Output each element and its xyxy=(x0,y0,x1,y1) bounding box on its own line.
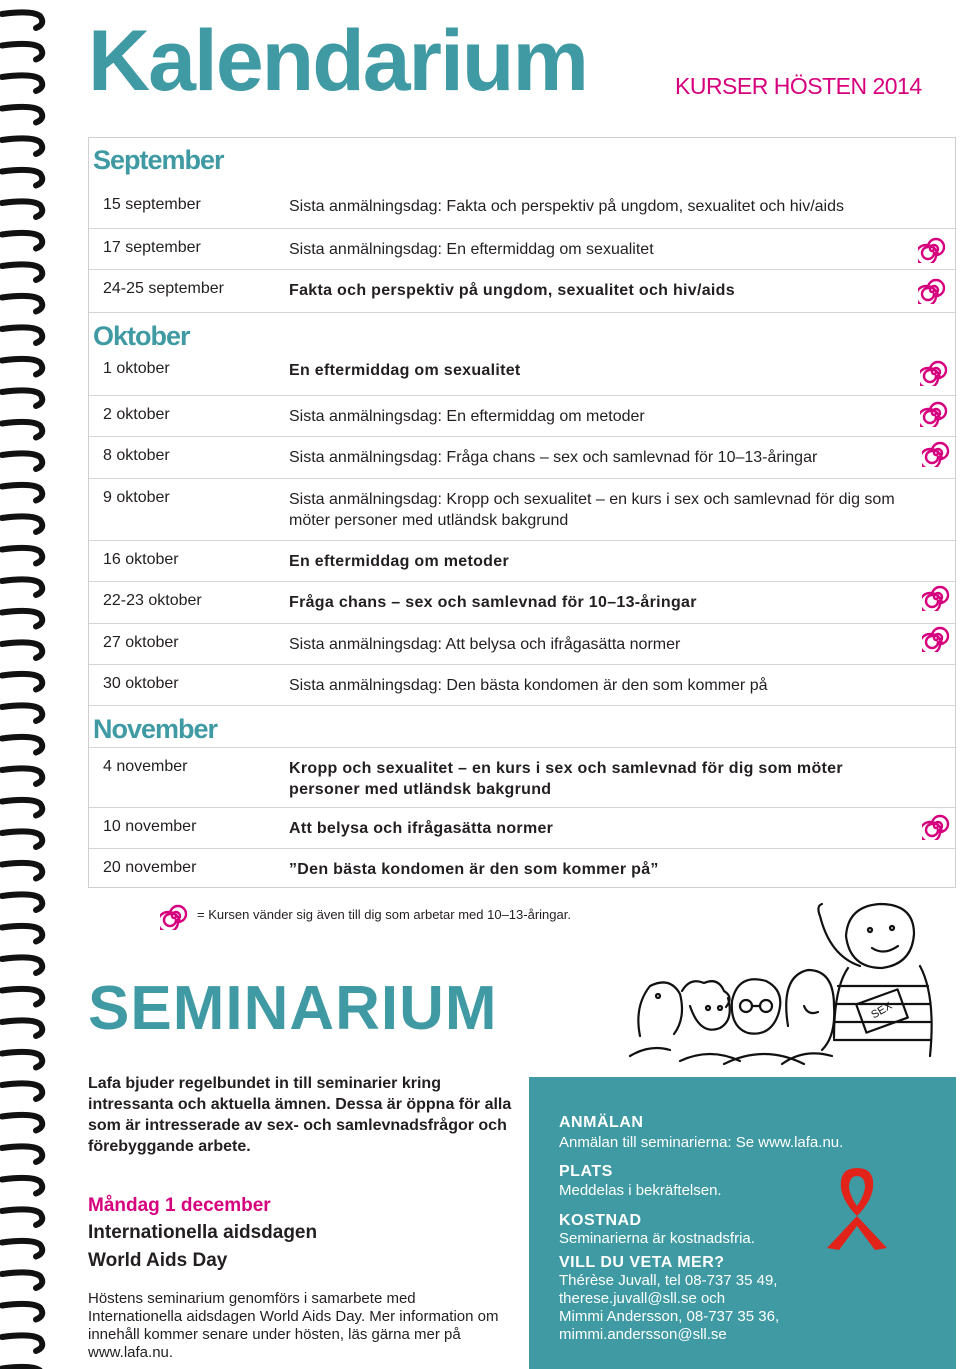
row-text: Sista anmälningsdag: Fakta och perspektiv på ungdom, sexualitet och hiv/aids xyxy=(289,198,844,215)
contact-email-1: therese.juvall@sll.se och xyxy=(559,1290,726,1307)
panel-text-anmalan: Anmälan till seminarierna: Se www.lafa.nu. xyxy=(559,1134,844,1151)
binding-ring xyxy=(2,107,42,123)
binding-ring xyxy=(2,894,42,910)
table-row xyxy=(89,478,955,541)
swirl-icon xyxy=(922,439,950,467)
book-label: SEX xyxy=(869,999,895,1022)
legend-text: = Kursen vänder sig även till dig som arbetar med 10–13-åringar. xyxy=(197,907,571,922)
swirl-icon xyxy=(920,358,948,386)
swirl-icon xyxy=(160,902,188,930)
binding-ring xyxy=(2,1178,42,1194)
panel-heading-kostnad: KOSTNAD xyxy=(559,1212,642,1229)
binding-ring xyxy=(2,12,42,28)
row-text: Sista anmälningsdag: Den bästa kondomen är den som kommer på xyxy=(289,677,768,694)
binding-ring xyxy=(2,1272,42,1288)
info-panel xyxy=(529,1077,956,1369)
row-text: Sista anmälningsdag: Fråga chans – sex och samlevnad för 10–13-åringar xyxy=(289,449,818,466)
table-row-month-header xyxy=(89,312,955,353)
panel-heading-plats: PLATS xyxy=(559,1163,613,1180)
contact-line-1: Thérèse Juvall, tel 08-737 35 49, xyxy=(559,1272,778,1289)
row-text: Sista anmälningsdag: Kropp och sexualitet – en kurs i sex och samlevnad för dig som möter personer med utländsk bakgrund xyxy=(289,491,895,529)
binding-ring xyxy=(2,422,42,438)
binding-ring xyxy=(2,453,42,469)
row-text: ”Den bästa kondomen är den som kommer på” xyxy=(289,861,659,878)
table-row xyxy=(89,436,955,479)
table-row xyxy=(89,269,955,312)
binding-ring xyxy=(2,296,42,312)
swirl-icon xyxy=(918,235,946,263)
event-name-english: World Aids Day xyxy=(88,1250,228,1271)
swirl-icon xyxy=(920,399,948,427)
swirl-icon xyxy=(922,812,950,840)
binding-ring xyxy=(2,642,42,658)
table-row xyxy=(89,228,955,270)
binding-ring xyxy=(2,327,42,343)
table-row xyxy=(89,664,955,706)
binding-ring xyxy=(2,800,42,816)
seminar-intro: Lafa bjuder regelbundet in till seminarier kring intressanta och aktuella ämnen. Dessa är öppna för alla som är intresserade av sex- och samlevnadsfrågor och förebyggande arbete. xyxy=(88,1075,512,1155)
binding-ring xyxy=(2,516,42,532)
row-date: 9 oktober xyxy=(103,489,170,506)
binding-ring xyxy=(2,1335,42,1351)
row-text: Sista anmälningsdag: En eftermiddag om sexualitet xyxy=(289,241,654,258)
contact-line-2: Mimmi Andersson, 08-737 35 36, xyxy=(559,1308,780,1325)
table-row xyxy=(89,581,955,624)
binding-ring xyxy=(2,611,42,627)
row-date: 8 oktober xyxy=(103,447,170,464)
row-text: Sista anmälningsdag: En eftermiddag om metoder xyxy=(289,408,645,425)
binding-ring xyxy=(2,768,42,784)
row-date: 22-23 oktober xyxy=(103,592,202,609)
event-name-swedish: Internationella aidsdagen xyxy=(88,1222,318,1243)
panel-heading-more-info: VILL DU VETA MER? xyxy=(559,1254,725,1271)
row-date: 15 september xyxy=(103,196,201,213)
table-row xyxy=(89,186,955,227)
binding-ring xyxy=(2,1146,42,1162)
binding-ring xyxy=(2,170,42,186)
row-date: 30 oktober xyxy=(103,675,179,692)
people-drawing-illustration xyxy=(620,896,940,1066)
row-text: Att belysa och ifrågasätta normer xyxy=(289,820,554,837)
binding-ring xyxy=(2,1209,42,1225)
swirl-icon xyxy=(922,624,950,652)
table-row xyxy=(89,747,955,808)
binding-ring xyxy=(2,1241,42,1257)
row-date: 27 oktober xyxy=(103,634,179,651)
seminar-note: Höstens seminarium genomförs i samarbete med Internationella aidsdagen World Aids Day. Mer information om innehåll kommer senare under hösten, läs gärna mer på www.lafa.nu. xyxy=(88,1290,499,1361)
month-heading-september: September xyxy=(93,145,224,175)
binding-ring xyxy=(2,831,42,847)
row-text: Fråga chans – sex och samlevnad för 10–13-åringar xyxy=(289,594,697,611)
binding-ring xyxy=(2,926,42,942)
row-date: 4 november xyxy=(103,758,188,775)
swirl-icon xyxy=(922,583,950,611)
binding-ring xyxy=(2,264,42,280)
row-date: 1 oktober xyxy=(103,360,170,377)
binding-ring xyxy=(2,44,42,60)
month-heading-november: November xyxy=(93,714,218,744)
table-row xyxy=(89,623,955,665)
row-date: 16 oktober xyxy=(103,551,179,568)
binding-ring xyxy=(2,485,42,501)
spiral-binding xyxy=(0,0,58,1369)
binding-ring xyxy=(2,359,42,375)
binding-ring xyxy=(2,957,42,973)
table-row xyxy=(89,395,955,437)
panel-text-kostnad: Seminarierna är kostnadsfria. xyxy=(559,1230,755,1247)
panel-heading-anmalan: ANMÄLAN xyxy=(559,1114,644,1131)
panel-text-plats: Meddelas i bekräftelsen. xyxy=(559,1182,722,1199)
row-text: Kropp och sexualitet – en kurs i sex och samlevnad för dig som möter personer med utländsk bakgrund xyxy=(289,760,843,798)
page-title: Kalendarium xyxy=(88,13,587,109)
month-heading-oktober: Oktober xyxy=(93,321,190,351)
page-subtitle: KURSER HÖSTEN 2014 xyxy=(675,73,922,99)
row-date: 10 november xyxy=(103,818,197,835)
row-text: Sista anmälningsdag: Att belysa och ifrågasätta normer xyxy=(289,636,681,653)
binding-ring xyxy=(2,138,42,154)
table-row xyxy=(89,352,955,396)
row-date: 20 november xyxy=(103,859,197,876)
contact-email-2: mimmi.andersson@sll.se xyxy=(559,1326,727,1343)
swirl-icon xyxy=(918,276,946,304)
binding-ring xyxy=(2,674,42,690)
binding-ring xyxy=(2,1020,42,1036)
calendar-table xyxy=(88,137,956,888)
row-text: En eftermiddag om metoder xyxy=(289,553,509,570)
table-row xyxy=(89,540,955,582)
seminar-date: Måndag 1 december xyxy=(88,1195,271,1216)
row-date: 2 oktober xyxy=(103,406,170,423)
binding-ring xyxy=(2,75,42,91)
binding-ring xyxy=(2,737,42,753)
row-date: 24-25 september xyxy=(103,280,224,297)
binding-ring xyxy=(2,579,42,595)
binding-ring xyxy=(2,1052,42,1068)
binding-ring xyxy=(2,705,42,721)
row-text: En eftermiddag om sexualitet xyxy=(289,362,521,379)
seminar-title: SEMINARIUM xyxy=(88,974,498,1043)
table-row xyxy=(89,807,955,850)
table-row-month-header xyxy=(89,705,955,748)
red-ribbon-icon xyxy=(819,1162,895,1252)
binding-ring xyxy=(2,1115,42,1131)
table-row xyxy=(89,848,955,889)
binding-ring xyxy=(2,1083,42,1099)
binding-ring xyxy=(2,989,42,1005)
binding-ring xyxy=(2,1304,42,1320)
binding-ring xyxy=(2,548,42,564)
binding-ring xyxy=(2,863,42,879)
binding-ring xyxy=(2,233,42,249)
binding-ring xyxy=(2,390,42,406)
row-date: 17 september xyxy=(103,239,201,256)
row-text: Fakta och perspektiv på ungdom, sexualitet och hiv/aids xyxy=(289,282,735,299)
binding-ring xyxy=(2,201,42,217)
